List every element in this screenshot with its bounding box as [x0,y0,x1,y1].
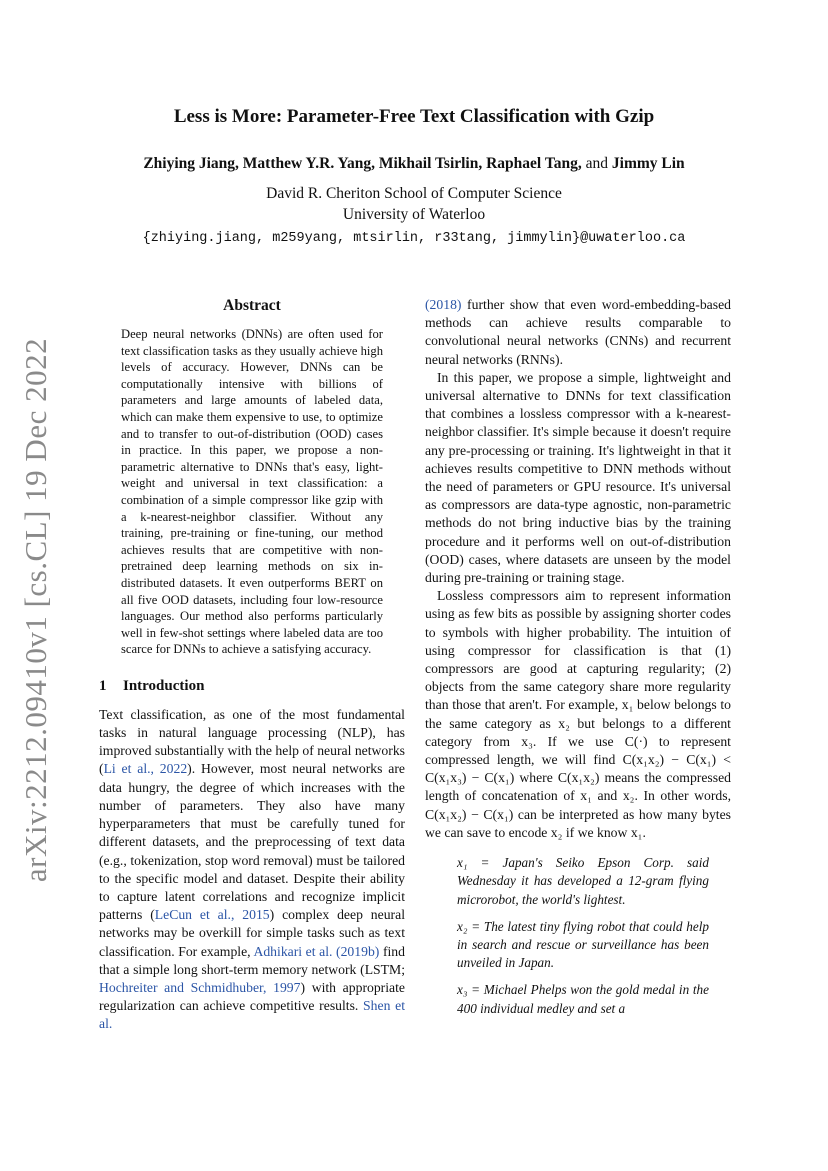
text-run: ). However, most neural networks are data hungry, the degree of which increases with the number of parameters. They also have many hyperparameters that must be carefully tuned for different datasets, and the preprocessing of text data (e.g., tokenization, stop word removal) must be tailored to the specific model and dataset. Despite their ability to capture latent correlations and recognize implicit patterns ( [99,761,405,923]
right-column [425,296,731,1027]
intro-paragraph-2: In this paper, we propose a simple, lightweight and universal alternative to DNNs for text classification that combines a lossless compressor with a k-nearest-neighbor classifier. It's simple because it doesn't require any pre-processing or training. It's lightweight in that it achieves results competitive to DNN methods without the need of parameters or GPU resource. It's universal as compressors are data-type agnostic, non-parametric methods do not bring inductive bias by the training procedure and it performs well on out-of-distribution (OOD) cases, where datasets are unseen by the model during pre-training or training stage. [425,369,731,586]
authors-main: Zhiying Jiang, Matthew Y.R. Yang, Mikhail Tsirlin, Raphael Tang, [143,155,582,172]
abstract-heading: Abstract [223,297,281,314]
text-run: ) with appropriate regularization can achieve competitive results. [99,979,405,1014]
intro-paragraph-1-continued [425,296,731,369]
text-run: find that a simple long short-term memory network (LSTM; [99,943,405,977]
affiliation-line-2: University of Waterloo [342,206,486,223]
intro-paragraph-3: Lossless compressors aim to represent information using as few bits as possible by assigning shorter codes to symbols with higher probability. The intuition of using compressor for classification is that (1) compressors are good at capturing regularity; (2) objects from the same category share more regularity than those that aren't. For example, x₁ below belongs to the same category as x₂ but belongs to a different category from x₃. If we use C(·) to represent compressed length, we will find C(x₁x₂) − C(x₁) < C(x₁x₃) − C(x₁) where C(x₁x₂) means the compressed length of concatenation of x₁ and x₂. In other words, C(x₁x₂) − C(x₁) can be interpreted as how many bytes we can save to encode x₂ if we know x₁. [425,588,731,840]
section-number: 1 [99,677,107,694]
section-title: Introduction [123,677,205,694]
section-heading-introduction [99,676,405,696]
authors-and: and [585,155,609,172]
author-emails: {zhiying.jiang, m259yang, mtsirlin, r33tang, jimmylin}@uwaterloo.ca [142,231,686,246]
example-x1: x₁ = Japan's Seiko Epson Corp. said Wednesday it has developed a 12-gram flying microrobot, the world's lightest. [457,855,709,907]
left-column [99,296,405,1034]
authors-last: Jimmy Lin [611,155,685,172]
intro-paragraph-1 [99,706,405,1034]
citation-link[interactable]: (2018) [425,297,462,312]
citation-link[interactable]: Shen et al. [99,998,405,1032]
citation-link[interactable]: Li et al., 2022 [103,761,188,777]
text-run: further show that even word-embedding-based methods can achieve results comparable to convolutional neural networks (CNNs) and recurrent neural networks (RNNs). [425,297,731,367]
example-sentences [457,854,709,1018]
affiliation-line-1: David R. Cheriton School of Computer Science [266,185,562,202]
abstract-text: Deep neural networks (DNNs) are often used for text classification tasks as they usually achieve high levels of accuracy. However, DNNs can be computationally intensive with billions of parameters and large amounts of labeled data, which can make them expensive to use, to optimize and to transfer to out-of-distribution (OOD) cases in practice. In this paper, we propose a non-parametric alternative to DNNs that's easy, light-weight and universal in text classification: a combination of a simple compressor like gzip with a k-nearest-neighbor classifier. Without any training, pre-training or fine-tuning, our method achieves results that are competitive with non-pretrained deep learning methods on six in-distributed datasets. It even outperforms BERT on all five OOD datasets, including four low-resource languages. Our method also performs particularly well in few-shot settings where labeled data are too scarce for DNNs to achieve a satisfying accuracy. [121,327,383,657]
example-x2: x₂ = The latest tiny flying robot that could help in search and rescue or surveillance has been unveiled in Japan. [457,918,709,971]
paper-title: Less is More: Parameter-Free Text Classification with Gzip [173,106,655,127]
affiliation [0,183,828,225]
author-list [0,155,828,173]
citation-link[interactable]: Hochreiter and Schmidhuber, 1997 [99,979,301,995]
citation-link[interactable]: LeCun et al., 2015 [154,907,270,923]
example-x3: x₃ = Michael Phelps won the gold medal in the 400 individual medley and set a [457,982,709,1016]
text-run: Text classification, as one of the most fundamental tasks in natural language processing (NLP), has improved substantially with the help of neural networks ( [99,706,406,777]
text-run: ) complex deep neural networks may be overkill for simple tasks such as text classification. For example, [99,907,405,959]
arxiv-sidebar [6,337,66,883]
citation-link[interactable]: Adhikari et al. (2019b) [253,943,380,959]
arxiv-identifier: arXiv:2212.09410v1 [cs.CL] 19 Dec 2022 [18,337,53,883]
